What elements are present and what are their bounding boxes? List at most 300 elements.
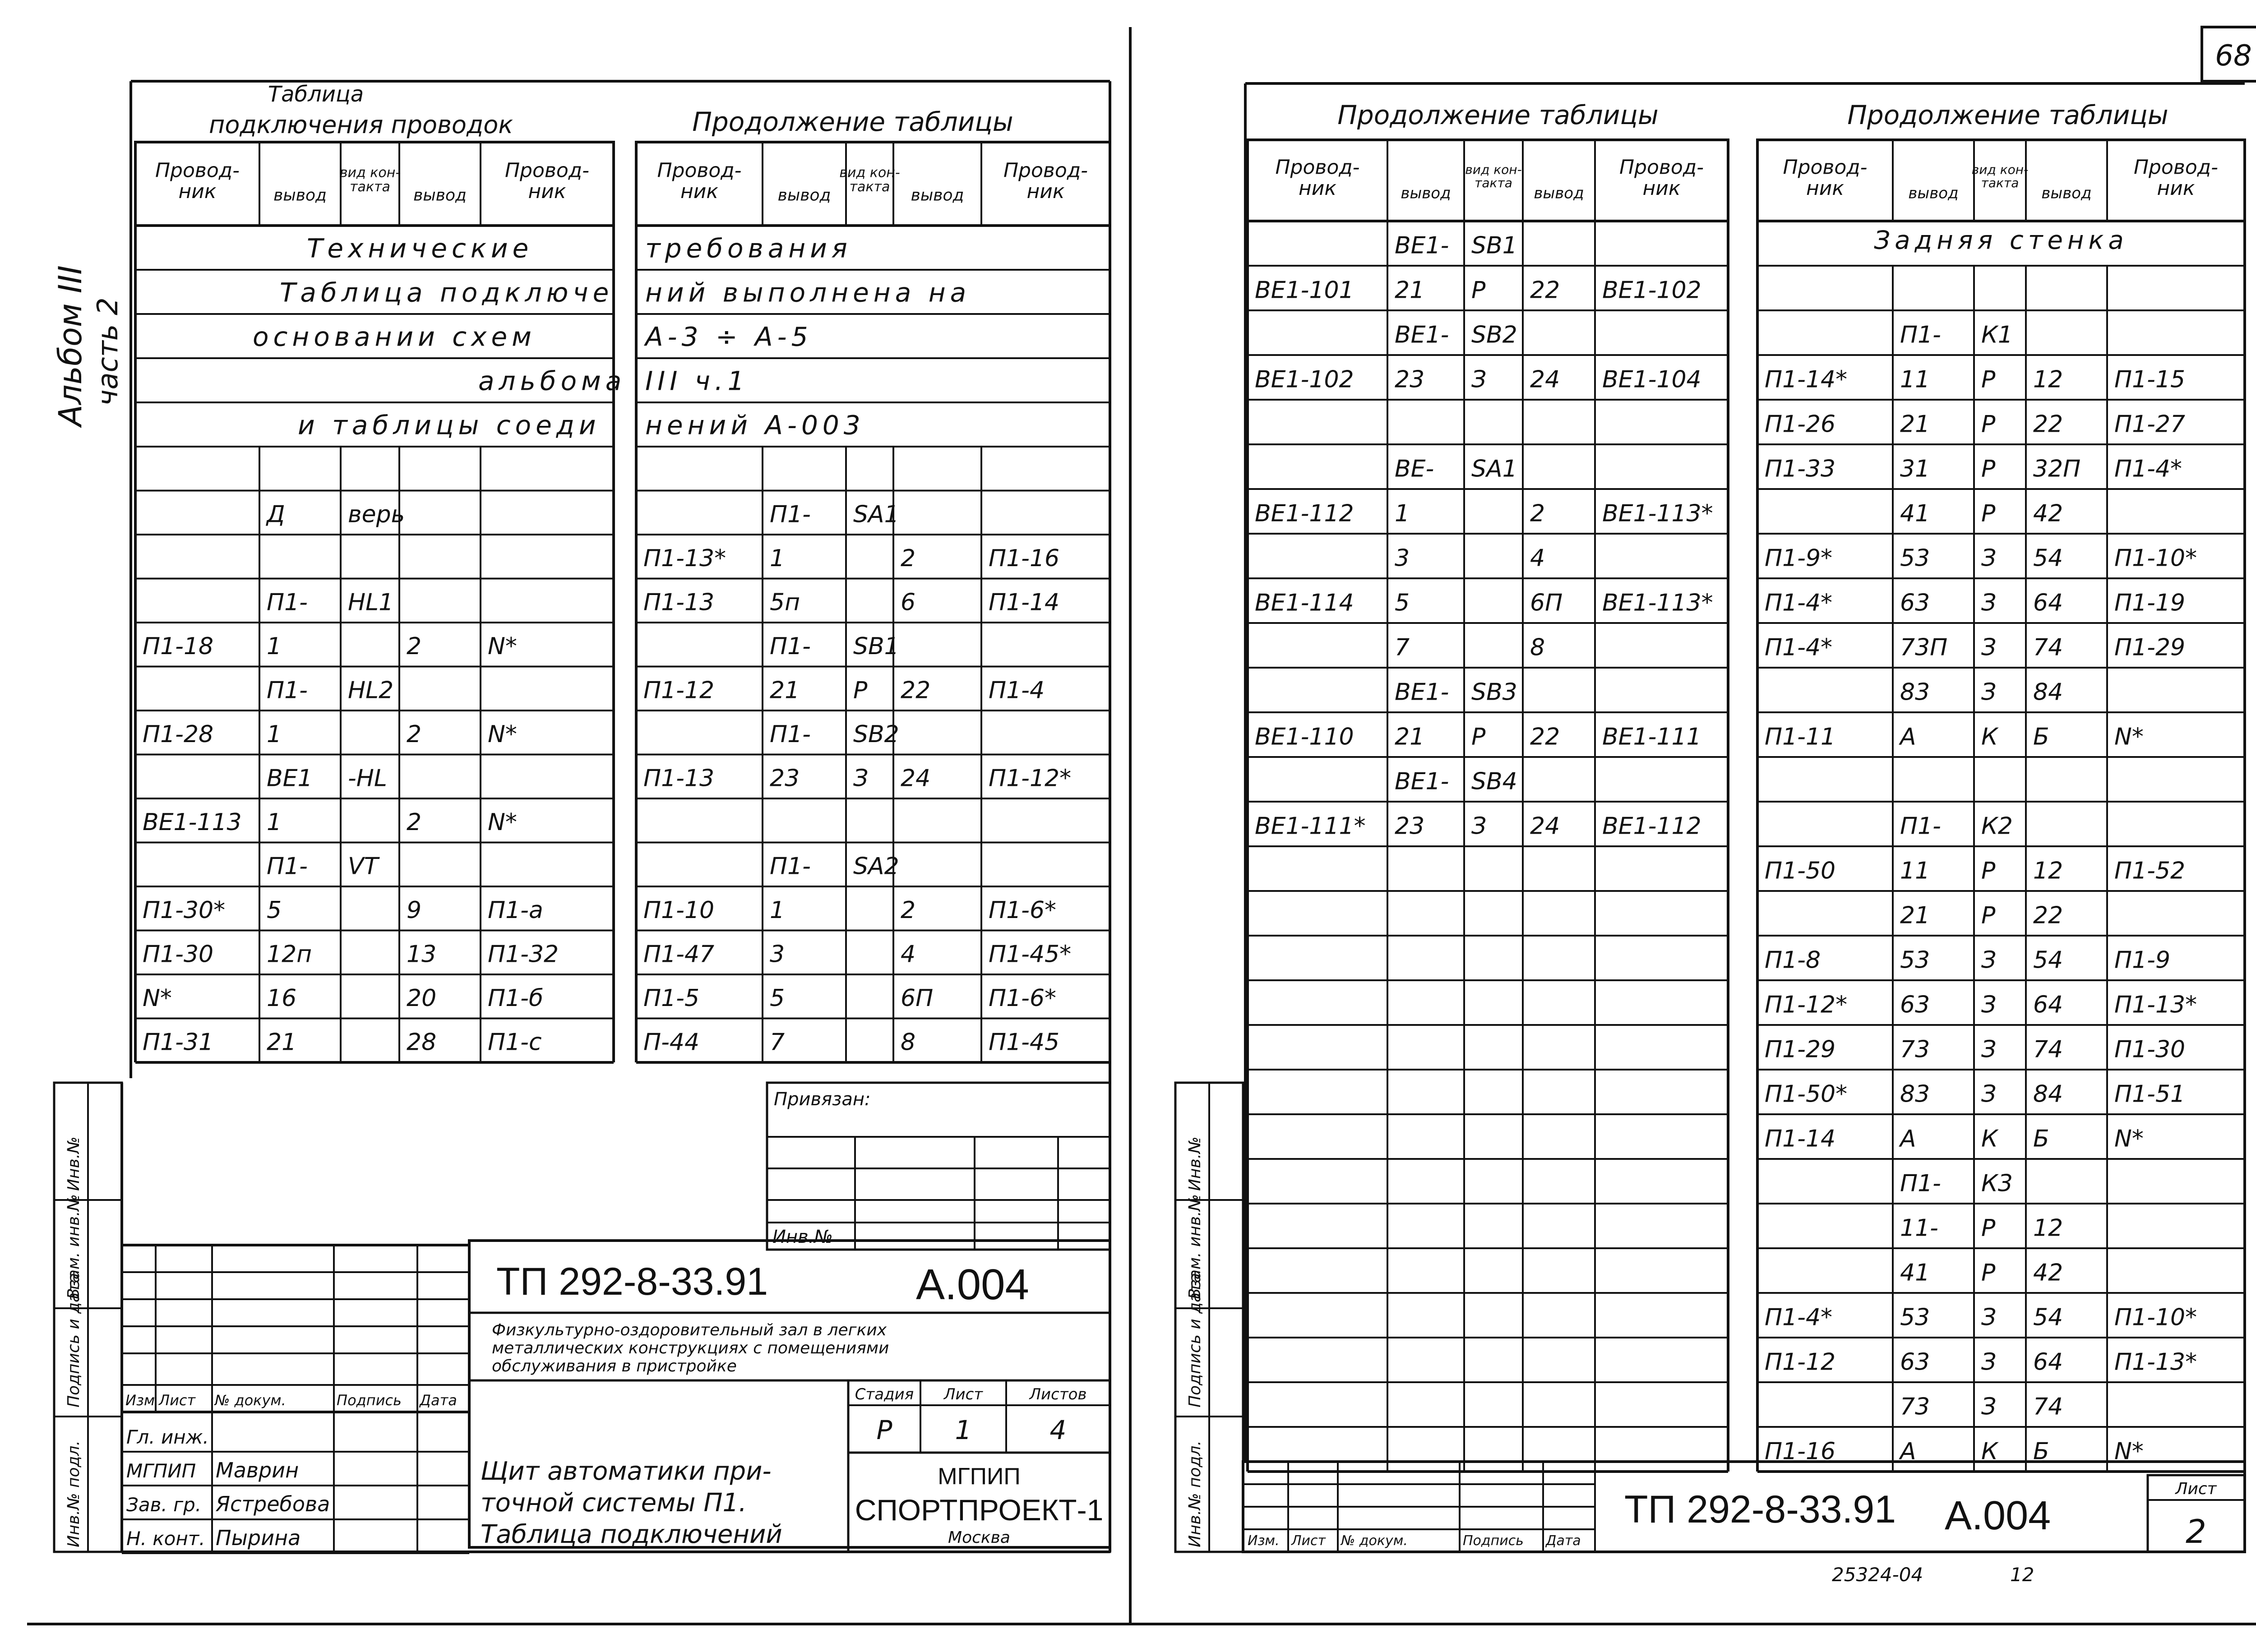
list-label: Лист xyxy=(2175,1480,2217,1498)
table4-cell: 12 xyxy=(2033,857,2063,885)
table4-cell: 21 xyxy=(1900,902,1930,929)
footer-code: 25324-04 xyxy=(1832,1564,1923,1586)
table1-cell: П1-с xyxy=(488,1029,542,1056)
table2-cell: П1-6* xyxy=(989,985,1057,1012)
table4-cell: N* xyxy=(2114,723,2144,751)
table2-head-output: вывод xyxy=(911,186,964,205)
rev-header: Подпись xyxy=(337,1392,402,1409)
table2-cell: Р xyxy=(853,677,868,704)
table4-cell: П1-11 xyxy=(1765,723,1836,751)
tech-req-right: требования xyxy=(645,233,852,264)
rev-header: Изм xyxy=(125,1392,155,1409)
tech-req-left: Таблица подключе xyxy=(280,277,614,308)
table2-cell: П1- xyxy=(770,853,811,880)
continuation-title: Продолжение таблицы xyxy=(1337,100,1659,130)
table4-cell: 22 xyxy=(2033,902,2063,929)
table4-cell: Р xyxy=(1981,1214,1996,1242)
footer-num: 12 xyxy=(2010,1564,2034,1586)
table3-cell: 5 xyxy=(1395,589,1410,617)
table3-cell: ВЕ1-111* xyxy=(1255,812,1366,840)
side-stamp-label: Подпись и дата xyxy=(65,1273,83,1407)
drawing-title: точной системы П1. xyxy=(481,1488,747,1518)
table2-cell: SB2 xyxy=(853,721,899,748)
table4-cell: П1- xyxy=(1900,321,1941,349)
rev-header: Дата xyxy=(420,1392,457,1409)
table4-cell: 11 xyxy=(1900,857,1930,885)
table2-cell: П1-5 xyxy=(643,985,700,1012)
table4-cell: 41 xyxy=(1900,500,1930,527)
rev-header: № докум. xyxy=(1341,1533,1408,1549)
table2-cell: П1-16 xyxy=(989,545,1060,572)
table1-cell: 1 xyxy=(267,633,282,660)
table4-cell: К xyxy=(1981,723,1998,751)
table4-cell: 64 xyxy=(2033,1348,2063,1376)
table4-cell: 11- xyxy=(1900,1214,1938,1242)
table4-cell: П1-12 xyxy=(1765,1348,1836,1376)
table-title: Таблица xyxy=(268,82,364,107)
table4-cell: П1-12* xyxy=(1765,991,1848,1019)
list-value: 2 xyxy=(2186,1513,2206,1550)
table-title: подключения проводок xyxy=(209,111,513,139)
table1-cell: VT xyxy=(348,853,379,880)
table4-head-conductor: Провод-ник xyxy=(1783,156,1868,200)
table1-cell: HL1 xyxy=(348,589,394,616)
table3-cell: 23 xyxy=(1395,812,1425,840)
table1-cell: 5 xyxy=(267,897,282,924)
project-title: металлических конструкциях с помещениями xyxy=(492,1339,889,1357)
table2-cell: 8 xyxy=(901,1029,916,1056)
table2-cell: П1-47 xyxy=(643,941,715,968)
table3-cell: ВЕ1-112 xyxy=(1602,812,1701,840)
table3-cell: ВЕ1-114 xyxy=(1255,589,1354,617)
table2-cell: 6П xyxy=(901,985,934,1012)
table4-cell: П1-19 xyxy=(2114,589,2186,617)
side-stamp-label: Подпись и дата xyxy=(1186,1273,1204,1407)
table4-cell: 73П xyxy=(1900,634,1948,661)
table4-cell: 53 xyxy=(1900,545,1930,572)
table4-cell: Б xyxy=(2033,1438,2049,1465)
table2-cell: З xyxy=(853,765,869,792)
table4-cell: Р xyxy=(1981,1259,1996,1287)
table4-cell: П1-51 xyxy=(2114,1080,2186,1108)
table3-cell: ВЕ1-113* xyxy=(1602,589,1713,617)
doc-sheet: А.004 xyxy=(1945,1493,2051,1538)
table4-cell: 64 xyxy=(2033,589,2063,617)
table4-cell: П1-4* xyxy=(1765,1304,1833,1331)
table2-cell: П1-6* xyxy=(989,897,1057,924)
table3-cell: 1 xyxy=(1395,500,1410,527)
inv-no-label: Инв.№ xyxy=(772,1227,833,1247)
table4-cell: З xyxy=(1981,1304,1997,1331)
side-stamp-label: Инв.№ подл. xyxy=(65,1440,83,1547)
table4-cell: К xyxy=(1981,1438,1998,1465)
table3-cell: 8 xyxy=(1530,634,1545,661)
table4-cell: П1-13* xyxy=(2114,991,2197,1019)
table2-cell: П1-45 xyxy=(989,1029,1060,1056)
table3-cell: 4 xyxy=(1530,545,1545,572)
table1-cell: 16 xyxy=(267,985,297,1012)
table2-cell: П1- xyxy=(770,501,811,528)
table3-cell: 2 xyxy=(1530,500,1545,527)
table1-head-output: вывод xyxy=(273,186,327,205)
table3-cell: 24 xyxy=(1530,812,1560,840)
table4-cell: 74 xyxy=(2033,1036,2063,1063)
table4-cell: А xyxy=(1900,1438,1916,1465)
table4-cell: К xyxy=(1981,1125,1998,1153)
table2-cell: 6 xyxy=(901,589,916,616)
stage-value: Р xyxy=(876,1415,892,1445)
signer-role: Зав. гр. xyxy=(126,1494,202,1516)
table2-cell: 5 xyxy=(770,985,785,1012)
table4-cell: 53 xyxy=(1900,946,1930,974)
table4-cell: З xyxy=(1981,1036,1997,1063)
table3-head-contact: вид кон-такта xyxy=(1465,162,1522,190)
table1-cell: ВЕ1-113 xyxy=(143,809,242,836)
table4-cell: Р xyxy=(1981,500,1996,527)
table1-cell: 20 xyxy=(407,985,437,1012)
rev-header: Подпись xyxy=(1463,1533,1524,1549)
table1-cell: 2 xyxy=(407,809,422,836)
table1-cell: П1- xyxy=(267,589,308,616)
table3-cell: ВЕ1-102 xyxy=(1255,366,1354,393)
project-title: обслуживания в пристройке xyxy=(492,1357,737,1375)
side-stamp-label: Инв.№ xyxy=(1186,1136,1204,1191)
table3-cell: SB4 xyxy=(1471,768,1517,795)
table4-cell: П1-13* xyxy=(2114,1348,2197,1376)
table4-cell: 74 xyxy=(2033,1393,2063,1421)
table2-cell: 21 xyxy=(770,677,800,704)
table1-cell: ВЕ1 xyxy=(267,765,313,792)
continuation-title: Продолжение таблицы xyxy=(692,106,1013,137)
table4-cell: N* xyxy=(2114,1125,2144,1153)
project-title: Физкультурно-оздоровительный зал в легких xyxy=(492,1321,887,1339)
table3-cell: ВЕ1-113* xyxy=(1602,500,1713,527)
table2-cell: П1- xyxy=(770,633,811,660)
table4-cell: П1-27 xyxy=(2114,411,2186,438)
table4-cell: П1-9 xyxy=(2114,946,2171,974)
table2-cell: П1- xyxy=(770,721,811,748)
signer-name: Пырина xyxy=(216,1526,301,1550)
table3-head-output: вывод xyxy=(1401,184,1451,203)
table1-cell: 2 xyxy=(407,721,422,748)
tech-req-left: основании схем xyxy=(253,321,536,352)
table3-cell: ВЕ1-111 xyxy=(1602,723,1701,751)
table4-cell: З xyxy=(1981,678,1997,706)
table4-cell: 84 xyxy=(2033,678,2063,706)
table2-cell: 22 xyxy=(901,677,931,704)
table4-cell: 53 xyxy=(1900,1304,1930,1331)
table3-cell: SB1 xyxy=(1471,232,1517,259)
table4-cell: З xyxy=(1981,1080,1997,1108)
table2-cell: П1-45* xyxy=(989,941,1072,968)
table4-cell: П1-4* xyxy=(2114,455,2182,483)
table4-cell: П1-30 xyxy=(2114,1036,2186,1063)
table4-cell: П1-14 xyxy=(1765,1125,1836,1153)
org-city: Москва xyxy=(948,1528,1010,1547)
table1-cell: П1- xyxy=(267,677,308,704)
table4-cell: П1-26 xyxy=(1765,411,1836,438)
table4-cell: 31 xyxy=(1900,455,1930,483)
table4-head-output: вывод xyxy=(2041,184,2092,203)
table4-cell: 73 xyxy=(1900,1393,1930,1421)
rev-header: Дата xyxy=(1546,1533,1581,1549)
table1-cell: Д xyxy=(267,501,285,528)
table4-cell: 63 xyxy=(1900,589,1930,617)
table4-cell: П1-50* xyxy=(1765,1080,1848,1108)
table2-cell: 1 xyxy=(770,897,785,924)
table2-cell: 24 xyxy=(901,765,931,792)
table3-cell: ВЕ1- xyxy=(1395,768,1449,795)
table4-cell: З xyxy=(1981,545,1997,572)
table2-cell: П-44 xyxy=(643,1029,700,1056)
table1-cell: верь xyxy=(348,501,405,528)
table1-cell: П1-30* xyxy=(143,897,226,924)
side-stamp-label: Взам. инв.№ xyxy=(65,1194,83,1299)
table4-cell: П1-4* xyxy=(1765,589,1833,617)
table2-cell: 7 xyxy=(770,1029,785,1056)
table4-cell: 63 xyxy=(1900,1348,1930,1376)
stage-header: Лист xyxy=(943,1385,983,1403)
table3-cell: ВЕ1- xyxy=(1395,321,1449,349)
table1-cell: 12п xyxy=(267,941,312,968)
table4-cell: 63 xyxy=(1900,991,1930,1019)
table2-cell: П1-12* xyxy=(989,765,1072,792)
table4-cell: П1-10* xyxy=(2114,545,2197,572)
page-number: 68 xyxy=(2215,39,2252,73)
table4-cell: 41 xyxy=(1900,1259,1930,1287)
table3-cell: ВЕ1-110 xyxy=(1255,723,1354,751)
org-name: СПОРТПРОЕКТ-1 xyxy=(855,1493,1104,1527)
table3-cell: 7 xyxy=(1395,634,1410,661)
table2-cell: П1-4 xyxy=(989,677,1045,704)
table1-cell: HL2 xyxy=(348,677,394,704)
table4-cell: П1-29 xyxy=(2114,634,2186,661)
table4-cell: 73 xyxy=(1900,1036,1930,1063)
table3-cell: 23 xyxy=(1395,366,1425,393)
table1-cell: 13 xyxy=(407,941,437,968)
table2-cell: SA2 xyxy=(853,853,899,880)
signer-role: Н. конт. xyxy=(126,1527,205,1550)
table2-cell: П1-13 xyxy=(643,765,715,792)
table4-cell: А xyxy=(1900,723,1916,751)
table2-cell: П1-13* xyxy=(643,545,726,572)
table3-cell: Р xyxy=(1471,723,1486,751)
table1-cell: П1-30 xyxy=(143,941,214,968)
table4-cell: Б xyxy=(2033,1125,2049,1153)
table4-cell: П1- xyxy=(1900,1170,1941,1197)
table4-cell: 32П xyxy=(2033,455,2081,483)
table2-head-contact: вид кон-такта xyxy=(839,165,900,195)
table1-cell: 9 xyxy=(407,897,422,924)
table4-cell: П1-33 xyxy=(1765,455,1836,483)
rev-header: Изм. xyxy=(1248,1533,1280,1549)
table4-cell: 42 xyxy=(2033,500,2063,527)
table1-head-conductor: Провод-ник xyxy=(504,159,590,203)
table2-cell: SB1 xyxy=(853,633,899,660)
stage-value: 1 xyxy=(955,1415,972,1445)
table3-cell: 3 xyxy=(1395,545,1410,572)
table4-cell: А xyxy=(1900,1125,1916,1153)
table4-cell: П1-10* xyxy=(2114,1304,2197,1331)
table4-cell: П1-14* xyxy=(1765,366,1848,393)
tech-req-right: III ч.1 xyxy=(645,365,749,397)
table2-cell: П1-10 xyxy=(643,897,715,924)
table1-head-contact: вид кон-такта xyxy=(339,165,401,195)
table4-cell: П1-9* xyxy=(1765,545,1833,572)
table2-cell: 2 xyxy=(901,897,916,924)
table1-cell: -HL xyxy=(348,765,387,792)
table3-head-conductor: Провод-ник xyxy=(1619,156,1704,200)
tech-req-right: нений А-003 xyxy=(645,410,865,441)
table4-head-contact: вид кон-такта xyxy=(1971,162,2029,190)
table3-cell: ВЕ1- xyxy=(1395,678,1449,706)
table3-head-conductor: Провод-ник xyxy=(1275,156,1360,200)
rev-header: Лист xyxy=(1291,1533,1326,1549)
tech-req-left: и таблицы соеди xyxy=(298,410,601,441)
table1-cell: П1-31 xyxy=(143,1029,214,1056)
table4-cell: 83 xyxy=(1900,678,1930,706)
table3-cell: Р xyxy=(1471,277,1486,304)
org-name: МГПИП xyxy=(938,1463,1021,1490)
doc-code: ТП 292-8-33.91 xyxy=(496,1260,768,1303)
doc-sheet: А.004 xyxy=(916,1260,1029,1309)
table4-cell: 12 xyxy=(2033,366,2063,393)
table4-cell: 74 xyxy=(2033,634,2063,661)
table4-cell: 42 xyxy=(2033,1259,2063,1287)
table3-cell: З xyxy=(1471,812,1487,840)
signer-name: Ястребова xyxy=(216,1492,330,1516)
table4-cell: Р xyxy=(1981,857,1996,885)
table4-cell: 83 xyxy=(1900,1080,1930,1108)
table3-cell: ВЕ1- xyxy=(1395,232,1449,259)
table2-head-conductor: Провод-ник xyxy=(657,159,742,203)
table4-cell: N* xyxy=(2114,1438,2144,1465)
table4-cell: З xyxy=(1981,589,1997,617)
table1-cell: N* xyxy=(488,809,517,836)
table4-cell: З xyxy=(1981,1348,1997,1376)
table1-cell: 21 xyxy=(267,1029,297,1056)
table2-cell: 4 xyxy=(901,941,916,968)
table4-cell: Р xyxy=(1981,455,1996,483)
table2-cell: 2 xyxy=(901,545,916,572)
table2-cell: П1-14 xyxy=(989,589,1060,616)
signer-role: Гл. инж. xyxy=(126,1426,209,1448)
table3-cell: 21 xyxy=(1395,277,1425,304)
table2-cell: 23 xyxy=(770,765,800,792)
table1-cell: П1-32 xyxy=(488,941,559,968)
table4-cell: Р xyxy=(1981,411,1996,438)
stage-header: Листов xyxy=(1029,1385,1087,1403)
table4-cell: П1-8 xyxy=(1765,946,1821,974)
table4-cell: П1-52 xyxy=(2114,857,2186,885)
table4-cell: З xyxy=(1981,634,1997,661)
table3-cell: SB2 xyxy=(1471,321,1517,349)
table4-cell: 84 xyxy=(2033,1080,2063,1108)
table4-cell: 21 xyxy=(1900,411,1930,438)
table3-cell: ВЕ1-101 xyxy=(1255,277,1354,304)
table1-cell: 1 xyxy=(267,721,282,748)
table4-cell: Р xyxy=(1981,366,1996,393)
table3-cell: ВЕ1-112 xyxy=(1255,500,1354,527)
table3-cell: SB3 xyxy=(1471,678,1517,706)
side-stamp-label: Инв.№ подл. xyxy=(1186,1440,1204,1547)
table4-cell: 64 xyxy=(2033,991,2063,1019)
table4-cell: З xyxy=(1981,991,1997,1019)
table1-cell: П1-б xyxy=(488,985,544,1012)
table1-cell: П1-а xyxy=(488,897,543,924)
table4-cell: 54 xyxy=(2033,946,2063,974)
table4-cell: П1-16 xyxy=(1765,1438,1836,1465)
signer-name: Маврин xyxy=(216,1458,299,1482)
table4-cell: З xyxy=(1981,946,1997,974)
table4-cell: Р xyxy=(1981,902,1996,929)
table1-head-conductor: Провод-ник xyxy=(155,159,240,203)
doc-code: ТП 292-8-33.91 xyxy=(1624,1488,1896,1531)
table4-cell: 22 xyxy=(2033,411,2063,438)
signer-role: МГПИП xyxy=(126,1460,196,1482)
table2-head-output: вывод xyxy=(777,186,831,205)
table4-cell: К3 xyxy=(1981,1170,2013,1197)
table3-cell: ВЕ1-104 xyxy=(1602,366,1701,393)
table4-cell: П1-4* xyxy=(1765,634,1833,661)
rev-header: № докум. xyxy=(215,1392,286,1409)
side-stamp-label: Взам. инв.№ xyxy=(1186,1194,1204,1299)
table2-cell: 5п xyxy=(770,589,800,616)
table4-cell: 12 xyxy=(2033,1214,2063,1242)
table1-cell: 28 xyxy=(407,1029,437,1056)
table3-cell: SA1 xyxy=(1471,455,1517,483)
tech-req-right: ний выполнена на xyxy=(645,277,971,308)
stage-header: Стадия xyxy=(855,1385,914,1403)
table2-cell: П1-12 xyxy=(643,677,715,704)
tech-req-left: Технические xyxy=(307,233,533,264)
table3-cell: 22 xyxy=(1530,277,1560,304)
table3-cell: З xyxy=(1471,366,1487,393)
table4-head-conductor: Провод-ник xyxy=(2133,156,2219,200)
table4-cell: П1-29 xyxy=(1765,1036,1836,1063)
table4-cell: 11 xyxy=(1900,366,1930,393)
table3-cell: 24 xyxy=(1530,366,1560,393)
tech-req-left: альбома xyxy=(478,365,626,397)
table4-cell: 54 xyxy=(2033,1304,2063,1331)
table1-cell: 2 xyxy=(407,633,422,660)
table1-cell: N* xyxy=(143,985,172,1012)
rev-header: Лист xyxy=(159,1392,196,1409)
table4-cell: К2 xyxy=(1981,812,2013,840)
tech-req-right: А-3 ÷ А-5 xyxy=(645,321,813,352)
part-label: часть 2 xyxy=(91,297,124,406)
drawing-title: Таблица подключений xyxy=(481,1520,782,1549)
table2-cell: 1 xyxy=(770,545,785,572)
table4-cell: З xyxy=(1981,1393,1997,1421)
table4-cell: К1 xyxy=(1981,321,2013,349)
table1-cell: П1-18 xyxy=(143,633,214,660)
table3-cell: 22 xyxy=(1530,723,1560,751)
table1-cell: 1 xyxy=(267,809,282,836)
table4-cell: Б xyxy=(2033,723,2049,751)
table2-cell: 3 xyxy=(770,941,785,968)
table1-cell: N* xyxy=(488,721,517,748)
table4-cell: П1-50 xyxy=(1765,857,1836,885)
table3-cell: 6П xyxy=(1530,589,1563,617)
table4-cell: 54 xyxy=(2033,545,2063,572)
table3-head-output: вывод xyxy=(1534,184,1584,203)
table2-head-conductor: Провод-ник xyxy=(1003,159,1088,203)
stage-value: 4 xyxy=(1049,1415,1067,1445)
continuation-title: Продолжение таблицы xyxy=(1847,100,2168,130)
table1-head-output: вывод xyxy=(413,186,467,205)
table1-cell: N* xyxy=(488,633,517,660)
